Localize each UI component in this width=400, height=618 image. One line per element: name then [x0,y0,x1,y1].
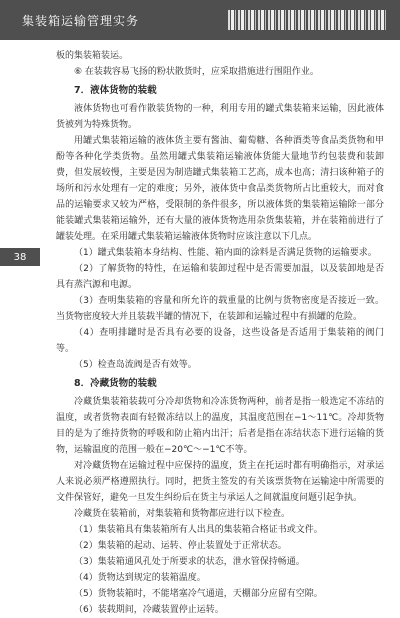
running-header [0,0,400,40]
paragraph: 用罐式集装箱运输的液体货主要有酱油、葡萄糖、各种酒类等食品类货物和甲酚等各种化学类货物。虽然用罐式集装箱运输液体货能大量地节约包装费和装卸费，但发展较慢，主要是因为制造罐式集装箱工艺高，成本也高；清扫该种箱子的场所和污水处理有一定的难度；另外，液体货中食品类货物所占比重较大，而对食品的运输要求又较为严格，受限制的条件很多，所以液体货的集装箱运输除一部分能装罐式集装箱运输外，还有大量的液体货物选用杂货集装箱，并在装箱前进行了罐装处理。在采用罐式集装箱运输液体货物时应该注意以下几点。 [56,136,384,242]
list-item: （3）集装箱通风孔处于所要求的状态，泄水管保持畅通。 [74,557,305,567]
decorative-stripes [228,10,388,30]
page-number-tab [0,248,40,266]
list-item: （5）货物装箱时，不能堵塞冷气通道，天棚部分应留有空隙。 [74,589,323,599]
list-item: （6）装载期间，冷藏装置停止运转。 [74,605,224,615]
list-item: （5）检查岛流阀是否有效等。 [74,360,197,370]
list-item: （1）罐式集装箱本身结构、性能、箱内面的涂料是否满足货物的运输要求。 [74,248,377,258]
paragraph: 对冷藏货物在运输过程中应保持的温度，货主在托运时都有明确指示，对承运人来说必须严格遵照执行。同时，把货主签发的有关该票货物在运输途中所需要的文件保管好，避免一旦发生纠纷后在货主与承运人之间就温度问题引起争执。 [56,461,384,503]
paragraph: 冷藏货在装箱前，对集装箱和货物都应进行以下检查。 [74,509,291,519]
page-number: 38 [13,251,27,263]
paragraph: 冷藏货集装箱装载可分冷却货物和冷冻货物两种，前者是指一般选定不冻结的温度，或者货物表面有轻微冻结以上的温度，其温度范围在−1～11℃。冷却货物目的是为了维持货物的呼吸和防止箱内出汗；后者是指在冻结状态下进行运输的货物，运输温度的范围一般在−20℃～−1℃不等。 [56,397,384,455]
section-heading-refrigerated-cargo: 8．冷藏货物的装载 [74,378,157,389]
book-title: 集装箱运输管理实务 [22,14,140,28]
list-item: （4）查明排罐时是否具有必要的设备，这些设备是否适用于集装箱的阀门等。 [56,328,384,354]
list-item: （4）货物达到规定的装箱温度。 [74,573,206,583]
section-heading-liquid-cargo: 7．液体货物的装载 [74,85,157,96]
list-item: （2）集装箱的起动、运转、停止装置处于正常状态。 [74,541,287,551]
paragraph: ⑥ 在装载容易飞扬的粉状散货时，应采取措施进行围阻作业。 [74,67,319,77]
list-item: （2）了解货物的特性，在运输和装卸过程中是否需要加温，以及装卸地是否具有蒸汽源和电源。 [56,264,384,290]
paragraph: 液体货物也可看作散装货物的一种，利用专用的罐式集装箱来运输，因此液体货被列为特殊货物。 [56,104,384,130]
paragraph: 板的集装箱装运。 [56,51,129,61]
list-item: （3）查明集装箱的容量和所允许的载重量的比例与货物密度是否接近一致。当货物密度较大并且装载半罐的情况下，在装卸和运输过程中有损罐的危险。 [56,296,384,322]
list-item: （1）集装箱具有集装箱所有人出具的集装箱合格证书或文件。 [74,525,323,535]
page-body [56,48,384,618]
